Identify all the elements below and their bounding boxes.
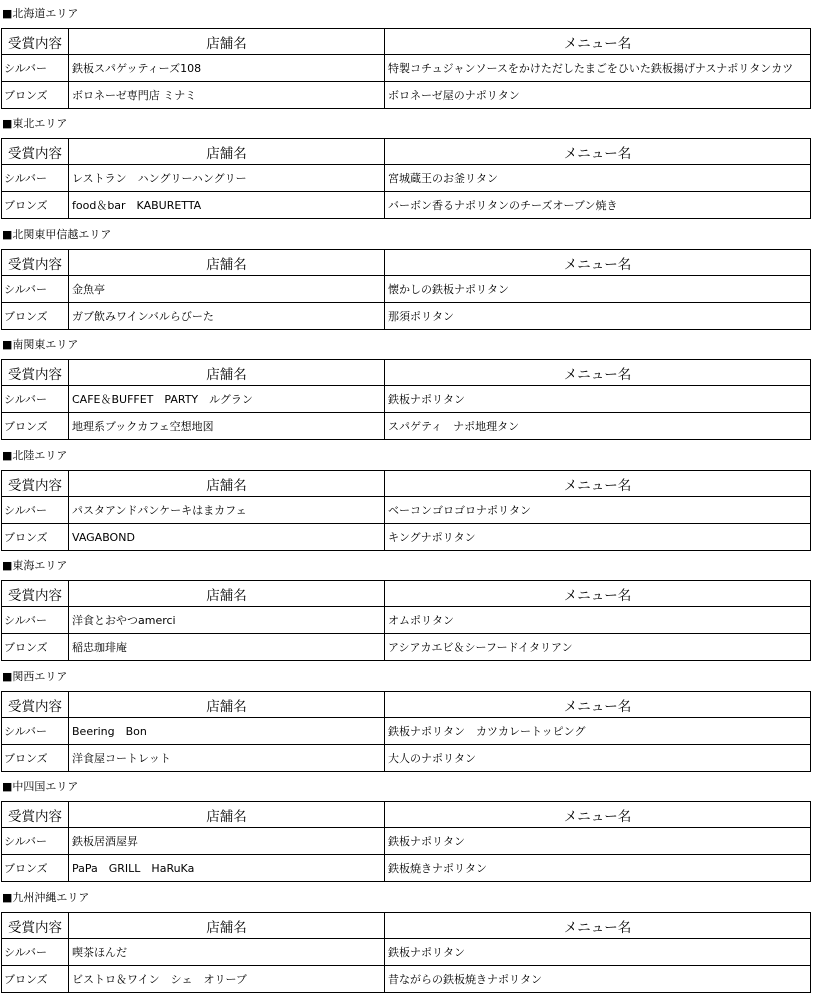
award-cell: ブロンズ xyxy=(2,82,69,109)
menu-name-header: メニュー名 xyxy=(385,139,811,165)
award-header: 受賞内容 xyxy=(2,29,69,55)
table-row xyxy=(2,718,811,745)
menu-name-header: メニュー名 xyxy=(385,250,811,276)
award-cell: ブロンズ xyxy=(2,855,69,882)
award-cell: ブロンズ xyxy=(2,745,69,772)
area-heading: ■関西エリア xyxy=(2,670,68,683)
table-row xyxy=(2,939,811,966)
award-table xyxy=(1,691,811,772)
shop-name-header: 店舗名 xyxy=(69,802,385,828)
menu-name-cell: ボロネーゼ屋のナポリタン xyxy=(385,82,811,109)
header-row xyxy=(2,471,811,497)
menu-name-cell: 昔ながらの鉄板焼きナポリタン xyxy=(385,966,811,993)
award-header: 受賞内容 xyxy=(2,581,69,607)
shop-name-cell: food＆bar KABURETTA xyxy=(69,192,385,219)
header-row xyxy=(2,250,811,276)
award-table xyxy=(1,470,811,551)
menu-name-cell: 懐かしの鉄板ナポリタン xyxy=(385,276,811,303)
award-header: 受賞内容 xyxy=(2,913,69,939)
award-cell: シルバー xyxy=(2,497,69,524)
shop-name-cell: 洋食とおやつamerci xyxy=(69,607,385,634)
menu-name-cell: アシアカエビ＆シーフードイタリアン xyxy=(385,634,811,661)
award-cell: ブロンズ xyxy=(2,524,69,551)
table-row xyxy=(2,192,811,219)
table-row xyxy=(2,855,811,882)
menu-name-cell: ベーコンゴロゴロナポリタン xyxy=(385,497,811,524)
menu-name-cell: 鉄板ナポリタン xyxy=(385,386,811,413)
shop-name-cell: CAFE＆BUFFET PARTY ルグラン xyxy=(69,386,385,413)
shop-name-cell: VAGABOND xyxy=(69,524,385,551)
shop-name-cell: Beering Bon xyxy=(69,718,385,745)
area-heading: ■東北エリア xyxy=(2,117,68,130)
award-table xyxy=(1,801,811,882)
award-table xyxy=(1,580,811,661)
shop-name-header: 店舗名 xyxy=(69,913,385,939)
menu-name-cell: 大人のナポリタン xyxy=(385,745,811,772)
area-heading: ■九州沖縄エリア xyxy=(2,891,90,904)
menu-name-cell: 鉄板焼きナポリタン xyxy=(385,855,811,882)
area-heading: ■北陸エリア xyxy=(2,449,68,462)
award-header: 受賞内容 xyxy=(2,360,69,386)
area-heading: ■北関東甲信越エリア xyxy=(2,228,112,241)
shop-name-header: 店舗名 xyxy=(69,360,385,386)
award-cell: シルバー xyxy=(2,828,69,855)
area-section xyxy=(0,663,813,773)
table-row xyxy=(2,413,811,440)
table-row xyxy=(2,828,811,855)
menu-name-cell: 那須ポリタン xyxy=(385,303,811,330)
menu-name-cell: 特製コチュジャンソースをかけただしたまごをひいた鉄板揚げナスナポリタンカツ xyxy=(385,55,811,82)
menu-name-cell: オムポリタン xyxy=(385,607,811,634)
shop-name-cell: パスタアンドパンケーキはまカフェ xyxy=(69,497,385,524)
menu-name-cell: 鉄板ナポリタン xyxy=(385,828,811,855)
award-header: 受賞内容 xyxy=(2,471,69,497)
header-row xyxy=(2,360,811,386)
shop-name-cell: ガブ飲みワインバルらびーた xyxy=(69,303,385,330)
award-cell: シルバー xyxy=(2,386,69,413)
award-cell: シルバー xyxy=(2,276,69,303)
table-row xyxy=(2,165,811,192)
area-heading: ■東海エリア xyxy=(2,559,68,572)
menu-name-header: メニュー名 xyxy=(385,802,811,828)
area-section xyxy=(0,552,813,662)
table-row xyxy=(2,634,811,661)
table-row xyxy=(2,303,811,330)
shop-name-header: 店舗名 xyxy=(69,139,385,165)
table-row xyxy=(2,82,811,109)
area-section xyxy=(0,884,813,994)
header-row xyxy=(2,913,811,939)
table-row xyxy=(2,607,811,634)
shop-name-header: 店舗名 xyxy=(69,692,385,718)
table-row xyxy=(2,966,811,993)
table-row xyxy=(2,524,811,551)
header-row xyxy=(2,581,811,607)
award-cell: シルバー xyxy=(2,718,69,745)
menu-name-header: メニュー名 xyxy=(385,581,811,607)
area-heading: ■北海道エリア xyxy=(2,7,79,20)
menu-name-cell: 鉄板ナポリタン xyxy=(385,939,811,966)
header-row xyxy=(2,139,811,165)
table-row xyxy=(2,276,811,303)
shop-name-cell: 地理系ブックカフェ空想地図 xyxy=(69,413,385,440)
header-row xyxy=(2,802,811,828)
table-row xyxy=(2,745,811,772)
award-header: 受賞内容 xyxy=(2,250,69,276)
shop-name-cell: 喫茶ほんだ xyxy=(69,939,385,966)
award-cell: ブロンズ xyxy=(2,303,69,330)
table-row xyxy=(2,55,811,82)
area-section xyxy=(0,110,813,220)
shop-name-header: 店舗名 xyxy=(69,250,385,276)
area-heading: ■南関東エリア xyxy=(2,338,79,351)
area-section xyxy=(0,221,813,331)
shop-name-cell: 金魚亭 xyxy=(69,276,385,303)
award-cell: シルバー xyxy=(2,165,69,192)
menu-name-header: メニュー名 xyxy=(385,471,811,497)
table-row xyxy=(2,386,811,413)
award-table xyxy=(1,912,811,993)
shop-name-header: 店舗名 xyxy=(69,581,385,607)
award-header: 受賞内容 xyxy=(2,692,69,718)
shop-name-header: 店舗名 xyxy=(69,471,385,497)
shop-name-header: 店舗名 xyxy=(69,29,385,55)
menu-name-header: メニュー名 xyxy=(385,29,811,55)
menu-name-cell: スパゲティ ナポ地理タン xyxy=(385,413,811,440)
award-cell: シルバー xyxy=(2,939,69,966)
award-cell: シルバー xyxy=(2,55,69,82)
award-cell: ブロンズ xyxy=(2,634,69,661)
menu-name-cell: 宮城蔵王のお釜リタン xyxy=(385,165,811,192)
menu-name-cell: 鉄板ナポリタン カツカレートッピング xyxy=(385,718,811,745)
header-row xyxy=(2,692,811,718)
menu-name-cell: キングナポリタン xyxy=(385,524,811,551)
award-table xyxy=(1,359,811,440)
area-section xyxy=(0,773,813,883)
menu-name-header: メニュー名 xyxy=(385,692,811,718)
header-row xyxy=(2,29,811,55)
award-table xyxy=(1,28,811,109)
award-cell: シルバー xyxy=(2,607,69,634)
shop-name-cell: 稲忠珈琲庵 xyxy=(69,634,385,661)
shop-name-cell: ボロネーゼ専門店 ミナミ xyxy=(69,82,385,109)
area-heading: ■中四国エリア xyxy=(2,780,79,793)
shop-name-cell: 鉄板スパゲッティーズ108 xyxy=(69,55,385,82)
shop-name-cell: PaPa GRILL HaRuKa xyxy=(69,855,385,882)
award-header: 受賞内容 xyxy=(2,139,69,165)
area-section xyxy=(0,0,813,110)
award-cell: ブロンズ xyxy=(2,192,69,219)
menu-name-header: メニュー名 xyxy=(385,360,811,386)
shop-name-cell: 洋食屋コートレット xyxy=(69,745,385,772)
menu-name-cell: バーボン香るナポリタンのチーズオーブン焼き xyxy=(385,192,811,219)
area-section xyxy=(0,331,813,441)
shop-name-cell: 鉄板居酒屋昇 xyxy=(69,828,385,855)
award-table xyxy=(1,249,811,330)
shop-name-cell: ビストロ＆ワイン シェ オリーブ xyxy=(69,966,385,993)
award-cell: ブロンズ xyxy=(2,413,69,440)
area-section xyxy=(0,442,813,552)
menu-name-header: メニュー名 xyxy=(385,913,811,939)
shop-name-cell: レストラン ハングリーハングリー xyxy=(69,165,385,192)
award-cell: ブロンズ xyxy=(2,966,69,993)
table-row xyxy=(2,497,811,524)
award-header: 受賞内容 xyxy=(2,802,69,828)
award-table xyxy=(1,138,811,219)
